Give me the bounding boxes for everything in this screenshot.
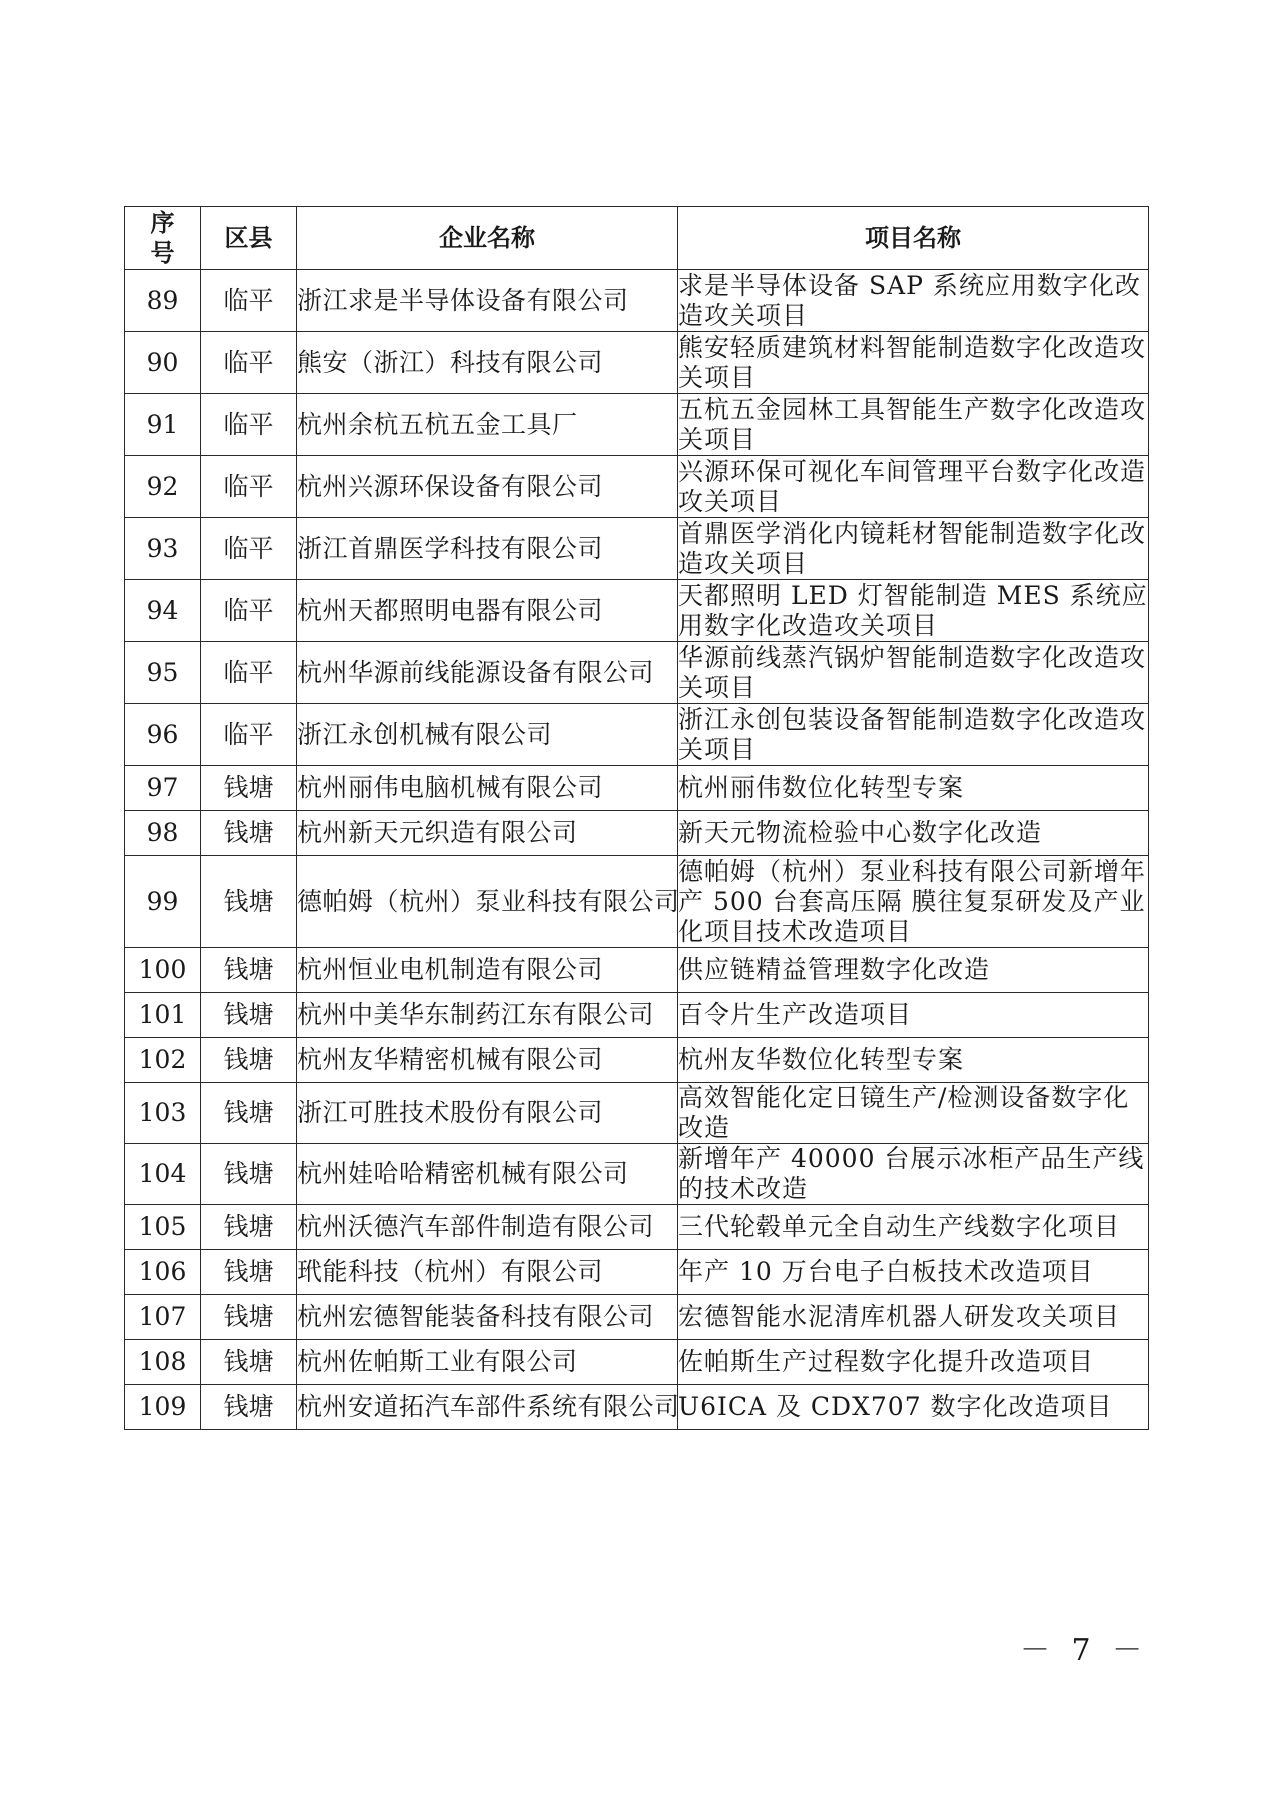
cell-district: 钱塘 (201, 948, 297, 993)
cell-company-name: 杭州丽伟电脑机械有限公司 (297, 766, 678, 811)
cell-serial-number: 95 (125, 642, 201, 704)
cell-district: 钱塘 (201, 1038, 297, 1083)
header-company-name: 企业名称 (297, 207, 678, 270)
cell-company-name: 杭州宏德智能装备科技有限公司 (297, 1295, 678, 1340)
cell-district: 钱塘 (201, 1083, 297, 1144)
cell-company-name: 杭州沃德汽车部件制造有限公司 (297, 1205, 678, 1250)
table-row (125, 993, 1149, 1038)
table-header-row (125, 207, 1149, 270)
cell-company-name: 浙江可胜技术股份有限公司 (297, 1083, 678, 1144)
cell-serial-number: 90 (125, 332, 201, 394)
cell-serial-number: 96 (125, 704, 201, 766)
cell-project-name: 杭州友华数位化转型专案 (678, 1038, 1149, 1083)
cell-company-name: 杭州安道拓汽车部件系统有限公司 (297, 1385, 678, 1430)
cell-district: 钱塘 (201, 1385, 297, 1430)
cell-district: 钱塘 (201, 1205, 297, 1250)
cell-company-name: 杭州余杭五杭五金工具厂 (297, 394, 678, 456)
cell-project-name: 求是半导体设备 SAP 系统应用数字化改造攻关项目 (678, 270, 1149, 332)
table-row (125, 456, 1149, 518)
cell-district: 临平 (201, 394, 297, 456)
cell-project-name: 供应链精益管理数字化改造 (678, 948, 1149, 993)
cell-company-name: 杭州华源前线能源设备有限公司 (297, 642, 678, 704)
table-row (125, 1205, 1149, 1250)
cell-serial-number: 107 (125, 1295, 201, 1340)
cell-serial-number: 89 (125, 270, 201, 332)
header-project-name: 项目名称 (678, 207, 1149, 270)
cell-district: 钱塘 (201, 993, 297, 1038)
page-number: － 7 － (1020, 1633, 1149, 1668)
project-table (124, 206, 1149, 1430)
cell-district: 钱塘 (201, 1250, 297, 1295)
cell-company-name: 玳能科技（杭州）有限公司 (297, 1250, 678, 1295)
table-row (125, 811, 1149, 856)
table-row (125, 1385, 1149, 1430)
table-body (125, 270, 1149, 1430)
cell-serial-number: 109 (125, 1385, 201, 1430)
table-row (125, 948, 1149, 993)
cell-project-name: 年产 10 万台电子白板技术改造项目 (678, 1250, 1149, 1295)
cell-company-name: 杭州娃哈哈精密机械有限公司 (297, 1144, 678, 1205)
cell-district: 钱塘 (201, 1295, 297, 1340)
cell-company-name: 杭州佐帕斯工业有限公司 (297, 1340, 678, 1385)
table-row (125, 270, 1149, 332)
cell-district: 临平 (201, 332, 297, 394)
cell-company-name: 杭州中美华东制药江东有限公司 (297, 993, 678, 1038)
cell-project-name: 新增年产 40000 台展示冰柜产品生产线的技术改造 (678, 1144, 1149, 1205)
cell-serial-number: 94 (125, 580, 201, 642)
cell-project-name: 新天元物流检验中心数字化改造 (678, 811, 1149, 856)
cell-serial-number: 100 (125, 948, 201, 993)
cell-company-name: 熊安（浙江）科技有限公司 (297, 332, 678, 394)
cell-company-name: 杭州兴源环保设备有限公司 (297, 456, 678, 518)
table-row (125, 1295, 1149, 1340)
cell-district: 临平 (201, 518, 297, 580)
table-row (125, 1038, 1149, 1083)
cell-district: 临平 (201, 270, 297, 332)
cell-district: 钱塘 (201, 1144, 297, 1205)
cell-serial-number: 98 (125, 811, 201, 856)
cell-project-name: 熊安轻质建筑材料智能制造数字化改造攻关项目 (678, 332, 1149, 394)
cell-serial-number: 93 (125, 518, 201, 580)
cell-serial-number: 104 (125, 1144, 201, 1205)
cell-project-name: 华源前线蒸汽锅炉智能制造数字化改造攻关项目 (678, 642, 1149, 704)
cell-project-name: 浙江永创包装设备智能制造数字化改造攻关项目 (678, 704, 1149, 766)
cell-serial-number: 91 (125, 394, 201, 456)
cell-serial-number: 108 (125, 1340, 201, 1385)
cell-district: 钱塘 (201, 811, 297, 856)
table-row (125, 704, 1149, 766)
cell-project-name: 佐帕斯生产过程数字化提升改造项目 (678, 1340, 1149, 1385)
cell-project-name: 杭州丽伟数位化转型专案 (678, 766, 1149, 811)
cell-district: 钱塘 (201, 856, 297, 948)
cell-serial-number: 97 (125, 766, 201, 811)
table-row (125, 642, 1149, 704)
table-row (125, 518, 1149, 580)
table-row (125, 1340, 1149, 1385)
cell-district: 临平 (201, 456, 297, 518)
cell-district: 临平 (201, 704, 297, 766)
cell-serial-number: 105 (125, 1205, 201, 1250)
header-serial-number: 序 号 (125, 207, 201, 270)
cell-company-name: 杭州友华精密机械有限公司 (297, 1038, 678, 1083)
cell-project-name: 三代轮毂单元全自动生产线数字化项目 (678, 1205, 1149, 1250)
cell-serial-number: 103 (125, 1083, 201, 1144)
cell-project-name: 天都照明 LED 灯智能制造 MES 系统应用数字化改造攻关项目 (678, 580, 1148, 640)
header-district: 区县 (201, 207, 297, 270)
table-row (125, 332, 1149, 394)
cell-company-name: 德帕姆（杭州）泵业科技有限公司 (297, 856, 678, 948)
table-row (125, 1250, 1149, 1295)
cell-company-name: 浙江永创机械有限公司 (297, 704, 678, 766)
table-row (125, 580, 1149, 642)
table-row (125, 394, 1149, 456)
cell-project-name: 德帕姆（杭州）泵业科技有限公司新增年产 500 台套高压隔 膜往复泵研发及产业化项目技术改造项目 (678, 856, 1149, 948)
cell-serial-number: 106 (125, 1250, 201, 1295)
cell-company-name: 浙江首鼎医学科技有限公司 (297, 518, 678, 580)
cell-company-name: 杭州新天元织造有限公司 (297, 811, 678, 856)
cell-company-name: 杭州天都照明电器有限公司 (297, 580, 678, 642)
cell-serial-number: 102 (125, 1038, 201, 1083)
cell-project-name: 百令片生产改造项目 (678, 993, 1149, 1038)
table-row (125, 1144, 1149, 1205)
cell-company-name: 杭州恒业电机制造有限公司 (297, 948, 678, 993)
cell-serial-number: 99 (125, 856, 201, 948)
table-row (125, 1083, 1149, 1144)
cell-serial-number: 101 (125, 993, 201, 1038)
cell-company-name: 浙江求是半导体设备有限公司 (297, 270, 678, 332)
cell-district: 钱塘 (201, 766, 297, 811)
cell-serial-number: 92 (125, 456, 201, 518)
cell-project-name: 五杭五金园林工具智能生产数字化改造攻关项目 (678, 394, 1149, 456)
table-row (125, 766, 1149, 811)
cell-project-name: 兴源环保可视化车间管理平台数字化改造攻关项目 (678, 456, 1149, 518)
cell-project-name: U6ICA 及 CDX707 数字化改造项目 (678, 1385, 1149, 1430)
table-row (125, 856, 1149, 948)
cell-project-name: 宏德智能水泥清库机器人研发攻关项目 (678, 1295, 1149, 1340)
cell-district: 临平 (201, 642, 297, 704)
cell-district: 钱塘 (201, 1340, 297, 1385)
cell-district: 临平 (201, 580, 297, 642)
cell-project-name: 高效智能化定日镜生产/检测设备数字化改造 (678, 1083, 1149, 1144)
cell-project-name: 首鼎医学消化内镜耗材智能制造数字化改造攻关项目 (678, 518, 1149, 580)
